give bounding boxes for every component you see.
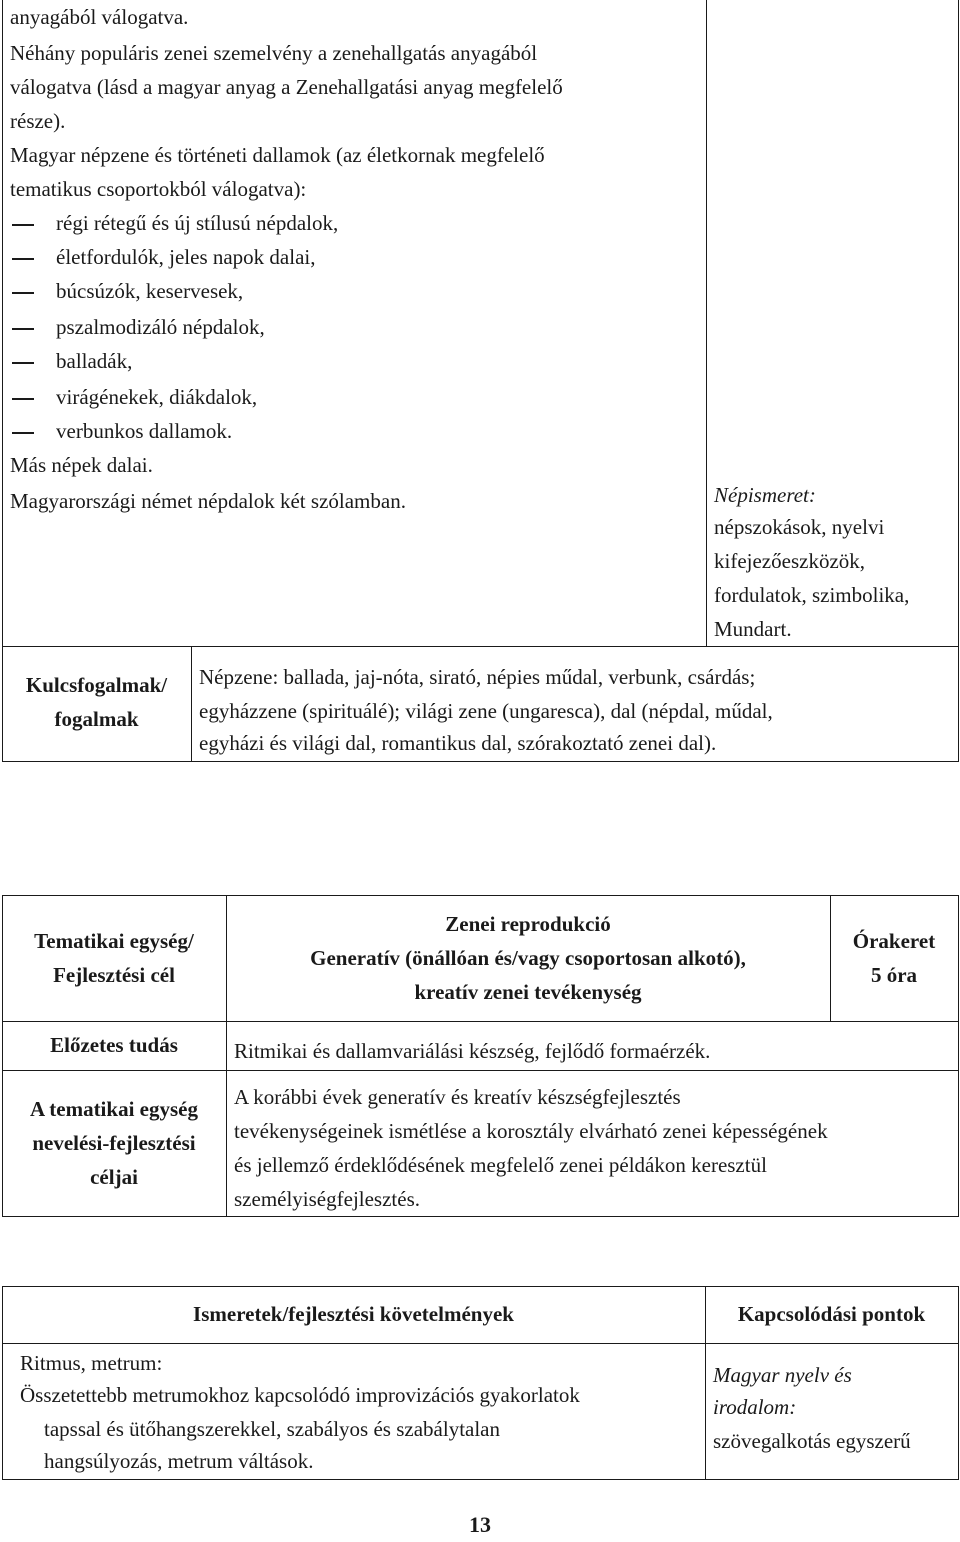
- unit-title-line: Zenei reprodukció: [445, 912, 611, 936]
- content-line: Más népek dalai.: [10, 453, 153, 477]
- unit-title: [226, 907, 830, 1009]
- requirements-line: Összetettebb metrumokhoz kapcsolódó improvizációs gyakorlatok: [20, 1383, 580, 1407]
- dash-bullet-icon: [12, 224, 34, 226]
- connections-subject-line: irodalom:: [713, 1395, 797, 1419]
- dash-bullet-icon: [12, 328, 34, 330]
- goals-line: tevékenységeinek ismétlése a korosztály elvárható zenei képességének: [234, 1119, 828, 1143]
- prior-knowledge-label: Előzetes tudás: [50, 1033, 178, 1057]
- unit-title-line: kreatív zenei tevékenység: [414, 980, 642, 1004]
- related-subject-line: fordulatok, szimbolika,: [714, 583, 910, 607]
- content-line: tematikus csoportokból válogatva):: [10, 177, 307, 201]
- key-concepts-line: Népzene: ballada, jaj-nóta, sirató, népies műdal, verbunk, csárdás;: [199, 665, 756, 689]
- key-concepts-label-line: Kulcsfogalmak/: [25, 673, 168, 697]
- unit-label-line: Fejlesztési cél: [53, 963, 175, 987]
- related-subject-line: népszokások, nyelvi: [714, 515, 885, 539]
- content-line: Magyarországi német népdalok két szólamban.: [10, 489, 406, 513]
- hours-frame: [830, 924, 958, 992]
- dash-bullet-icon: [12, 362, 34, 364]
- key-concepts-line: egyházzene (spirituálé); világi zene (ungaresca), dal (népdal, műdal,: [199, 699, 773, 723]
- related-subject-line: Mundart.: [714, 617, 792, 641]
- prior-knowledge-text: Ritmikai és dallamvariálási készség, fejlődő formaérzék.: [234, 1039, 711, 1063]
- content-line: válogatva (lásd a magyar anyag a Zenehallgatási anyag megfelelő: [10, 75, 563, 99]
- key-concepts-label: [2, 668, 191, 736]
- goals-label: [2, 1092, 226, 1194]
- requirements-line: tapssal és ütőhangszerekkel, szabályos és szabálytalan: [44, 1417, 501, 1441]
- key-concepts-line: egyházi és világi dal, romantikus dal, szórakoztató zenei dal).: [199, 731, 717, 755]
- requirements-header: Ismeretek/fejlesztési követelmények: [193, 1302, 514, 1326]
- related-subject-label: Népismeret:: [714, 483, 816, 507]
- goals-label-line: A tematikai egység: [30, 1097, 198, 1121]
- content-line: anyagából válogatva.: [10, 5, 189, 29]
- goals-label-line: nevelési-fejlesztési: [32, 1131, 196, 1155]
- unit-label: [2, 924, 226, 992]
- goals-line: A korábbi évek generatív és kreatív készségfejlesztés: [234, 1085, 681, 1109]
- key-concepts-label-line: fogalmak: [54, 707, 139, 731]
- content-line: Magyar népzene és történeti dallamok (az életkornak megfelelő: [10, 143, 545, 167]
- goals-line: és jellemző érdeklődésének megfelelő zenei példákon keresztül: [234, 1153, 767, 1177]
- dash-bullet-icon: [12, 398, 34, 400]
- dash-bullet-icon: [12, 432, 34, 434]
- related-subject-line: kifejezőeszközök,: [714, 549, 866, 573]
- dash-bullet-icon: [12, 258, 34, 260]
- page-number: 13: [469, 1512, 491, 1537]
- unit-title-line: Generatív (önállóan és/vagy csoportosan alkotó),: [310, 946, 746, 970]
- hours-value: 5 óra: [870, 963, 918, 987]
- hours-label: Órakeret: [852, 929, 936, 953]
- requirements-line: hangsúlyozás, metrum váltások.: [44, 1449, 314, 1473]
- dash-bullet-icon: [12, 292, 34, 294]
- goals-label-line: céljai: [90, 1165, 138, 1189]
- connections-subject-line: Magyar nyelv és: [713, 1363, 852, 1387]
- goals-line: személyiségfejlesztés.: [234, 1187, 421, 1211]
- connections-header: Kapcsolódási pontok: [737, 1302, 926, 1326]
- unit-label-line: Tematikai egység/: [34, 929, 194, 953]
- requirements-line: Ritmus, metrum:: [20, 1351, 163, 1375]
- content-line: Néhány populáris zenei szemelvény a zenehallgatás anyagából: [10, 41, 538, 65]
- connections-text: szövegalkotás egyszerű: [713, 1429, 911, 1453]
- content-line: része).: [10, 109, 66, 133]
